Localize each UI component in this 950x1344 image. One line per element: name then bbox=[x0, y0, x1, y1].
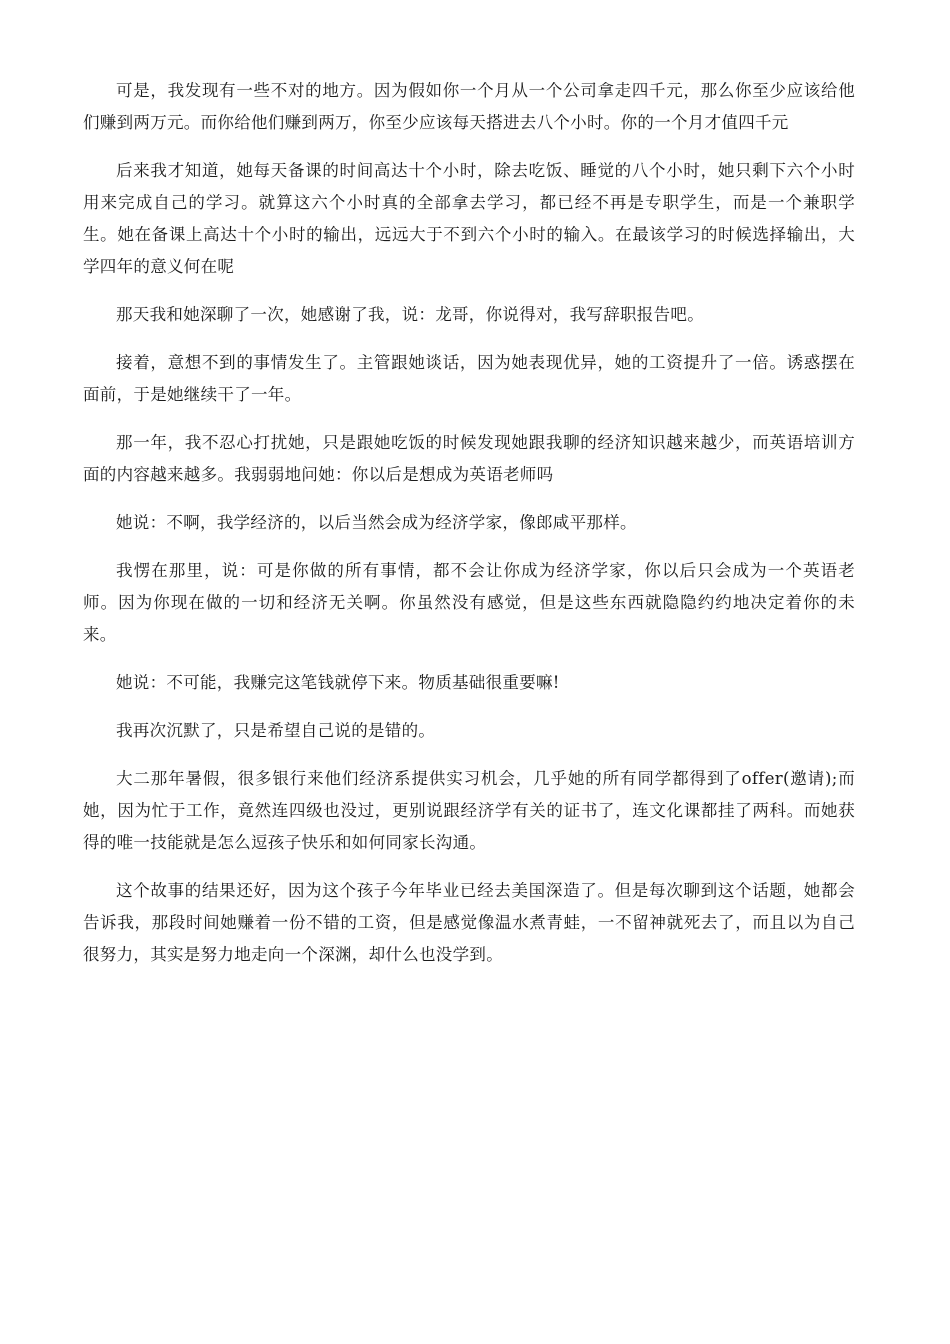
paragraph-1: 可是，我发现有一些不对的地方。因为假如你一个月从一个公司拿走四千元，那么你至少应该给他们赚到两万元。而你给他们赚到两万，你至少应该每天搭进去八个小时。你的一个月才值四千元 bbox=[83, 81, 855, 132]
paragraph-8: 她说：不可能，我赚完这笔钱就停下来。物质基础很重要嘛! bbox=[116, 673, 560, 692]
paragraph-9: 我再次沉默了，只是希望自己说的是错的。 bbox=[116, 721, 436, 740]
paragraph-2: 后来我才知道，她每天备课的时间高达十个小时，除去吃饭、睡觉的八个小时，她只剩下六个小时用来完成自己的学习。就算这六个小时真的全部拿去学习，都已经不再是专职学生，而是一个兼职学生。她在备课上高达十个小时的输出，远远大于不到六个小时的输入。在最该学习的时候选择输出，大学四年的意义何在呢 bbox=[83, 161, 855, 276]
paragraph-10: 大二那年暑假，很多银行来他们经济系提供实习机会，几乎她的所有同学都得到了offer(邀请);而她，因为忙于工作，竟然连四级也没过，更别说跟经济学有关的证书了，连文化课都挂了两科。而她获得的唯一技能就是怎么逗孩子快乐和如何同家长沟通。 bbox=[83, 769, 855, 852]
document-page bbox=[83, 75, 855, 987]
paragraph-11: 这个故事的结果还好，因为这个孩子今年毕业已经去美国深造了。但是每次聊到这个话题，她都会告诉我，那段时间她赚着一份不错的工资，但是感觉像温水煮青蛙，一不留神就死去了，而且以为自己很努力，其实是努力地走向一个深渊，却什么也没学到。 bbox=[83, 881, 855, 964]
paragraph-3: 那天我和她深聊了一次，她感谢了我，说：龙哥，你说得对，我写辞职报告吧。 bbox=[116, 305, 704, 324]
paragraph-6: 她说：不啊，我学经济的，以后当然会成为经济学家，像郎咸平那样。 bbox=[116, 513, 637, 532]
paragraph-7: 我愣在那里，说：可是你做的所有事情，都不会让你成为经济学家，你以后只会成为一个英语老师。因为你现在做的一切和经济无关啊。你虽然没有感觉，但是这些东西就隐隐约约地决定着你的未来。 bbox=[83, 561, 855, 644]
paragraph-4: 接着，意想不到的事情发生了。主管跟她谈话，因为她表现优异，她的工资提升了一倍。诱惑摆在面前，于是她继续干了一年。 bbox=[83, 353, 855, 404]
paragraph-5: 那一年，我不忍心打扰她，只是跟她吃饭的时候发现她跟我聊的经济知识越来越少，而英语培训方面的内容越来越多。我弱弱地问她：你以后是想成为英语老师吗 bbox=[83, 433, 855, 484]
